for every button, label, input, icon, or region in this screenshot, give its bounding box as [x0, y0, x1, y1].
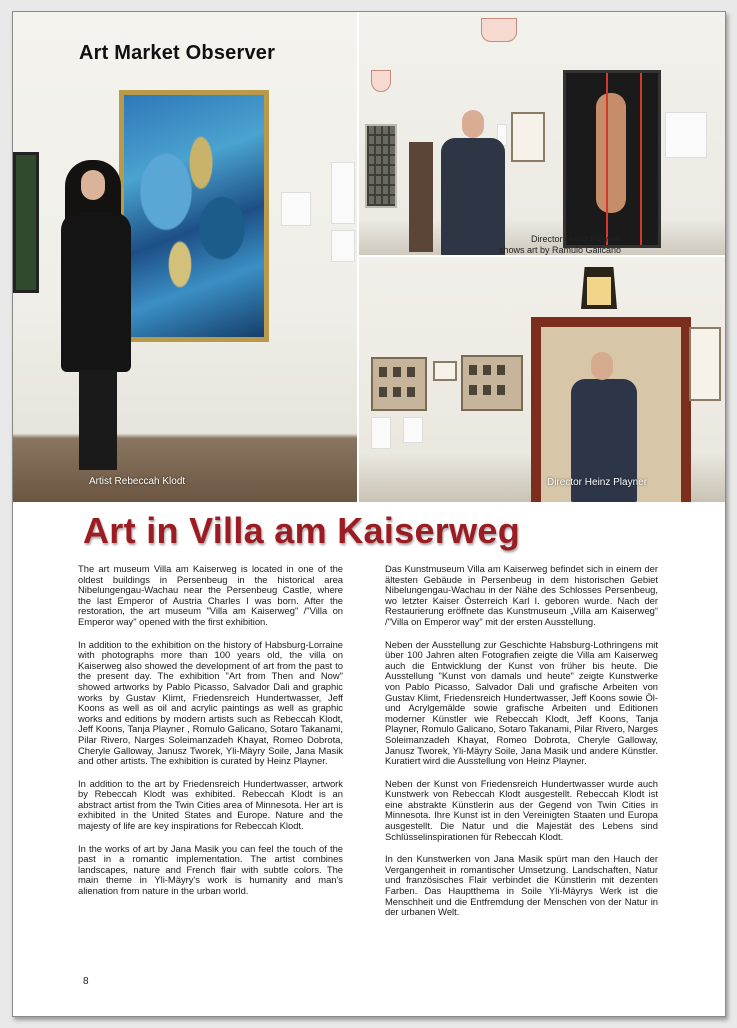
paragraph: Neben der Kunst von Friedensreich Hundertwasser wurde auch Kunstwerk von Rebeccah Klodt ausgestellt. Rebeccah Klodt ist eine abstrakte Künstlerin aus der Gegend von Twin Cities in Minnesota. Ihre Kunst ist in den Vereinigten Staaten und Europa ausgestellt. Die Natur und die Majestät des Lebens sind Schlüsselinspirationen für Rebeccah Klodt.	[385, 777, 658, 842]
director-figure	[441, 138, 505, 255]
wall-text-panel	[331, 230, 355, 262]
photo-director-doorway	[359, 257, 725, 502]
photo-caption: Artist Rebeccah Klodt	[89, 476, 186, 487]
page-number: 8	[83, 976, 89, 987]
wall-text-panel	[331, 162, 355, 224]
framed-artwork	[511, 112, 545, 162]
nude-painting	[563, 70, 661, 248]
photo-caption: Director Heinz Playner	[547, 477, 648, 488]
paragraph: In addition to the art by Friedensreich Hundertwasser, artwork by Rebeccah Klodt was exhibited. Rebeccah Klodt is an abstract artist from the Twin Cities area of Minnesota. Her art is exhibited in the United States and Europe. Nature and the majesty of life are key inspirations for Rebeccah Klodt.	[78, 777, 343, 832]
barred-window	[365, 124, 397, 208]
framed-artwork	[689, 327, 721, 401]
magazine-brand: Art Market Observer	[79, 42, 276, 64]
photo-collage	[371, 357, 427, 411]
article-headline: Art in Villa am Kaiserweg	[83, 510, 521, 551]
magazine-page	[12, 11, 726, 1017]
photo-artist-with-painting	[13, 12, 357, 502]
paragraph: The art museum Villa am Kaiserweg is located in one of the oldest buildings in Persenbeug in the historical area Nibelungengau-Wachau near the Persenbeug Castle, where the last Emperor of Austria Charles I was born. After the restoration, the art museum "Villa am Kaiserweg" /"Villa on Emperor way" opened with the first exhibition.	[78, 563, 343, 627]
paragraph: In addition to the exhibition on the history of Habsburg-Lorraine with photographs more than 100 years old, the villa on Kaiserweg also showed the development of art from the past to the present day. The exhibition "Art from Then and Now" showed artworks by Pablo Picasso, Salvador Dali and graphic works by Gustav Klimt, Friedensreich Hundertwasser, Jeff Koons as well as oil and acrylic paintings as well as graphic works and editions by modern artists such as Rebeccah Klodt, Jeff Koons, Tanja Playner , Romulo Galicano, Sotaro Takanami, Pilar Rivero, Narges Soleimanzadeh Khayat, Romeo Dobrota, Cheryle Galloway, Janusz Tworek, Yli-Mäyry Soile, Jana Masik and other artists. The exhibition is curated by Heinz Playner.	[78, 638, 343, 767]
pendant-lamp	[371, 70, 391, 92]
paragraph: In the works of art by Jana Masik you can feel the touch of the past in a romantic implementation. The artist combines landscapes, nature and French flair with subtle colors. The main theme in Yli-Mäyry's work is humanity and man's alienation from nature in the urban world.	[78, 842, 343, 897]
paragraph: Neben der Ausstellung zur Geschichte Habsburg-Lothringens mit über 100 Jahren alten Fotografien zeigte die Villa am Kaiserweg auch die Entwicklung der Kunst von früher bis heute. Die Ausstellung "Kunst von damals und heute" zeigte Kunstwerke von Pablo Picasso, Salvador Dali und grafische Arbeiten von Gustav Klimt, Friedensreich Hundertwasser, Jeff Koons sowie Öl- und Acrylgemälde sowie grafische Arbeiten und Editionen moderner Künstler wie Rebeccah Klodt, Jeff Koons, Tanja Playner, Romulo Galicano, Sotaro Takanami, Pilar Rivero, Narges Soleimanzadeh Khayat, Romeo Dobrota, Cheryle Galloway, Janusz Tworek, Yli-Mäyry Soile, Jana Masik und andere Künstler. Kuratiert wird die Ausstellung von Heinz Playner.	[385, 638, 658, 767]
article-column-german	[385, 564, 658, 930]
wall-label	[281, 192, 311, 226]
pendant-lamp	[481, 18, 517, 42]
wall-text-panel	[665, 112, 707, 158]
side-painting	[13, 152, 39, 293]
paragraph: Das Kunstmuseum Villa am Kaiserweg befindet sich in einem der ältesten Gebäude in Persenbeug in dem historischen Gebiet Nibelungengau-Wachau in der Nähe des Schlosses Persenbeug, wo letzter Kaiser Österreich Karl I. geboren wurde. Nach der Restaurierung eröffnete das Kunstmuseum „Villa am Kaiserweg“ /"Villa on Emperor way" mit der ersten Ausstellung.	[385, 563, 658, 627]
photo-director-gallery	[359, 12, 725, 255]
photo-caption: Director Heinz Playner shows art by Ramulo Galicano	[498, 234, 621, 255]
paragraph: In den Kunstwerken von Jana Masik spürt man den Hauch der Vergangenheit in romantischer Umsetzung. Landschaften, Natur und französisches Flair verbindet die Künstlerin mit dezenten Farben. Das Hauptthema in Soile Yli-Mäyrys Werk ist die Menschheit und die Entfremdung der Menschen von der Natur in der urbanen Welt.	[385, 853, 658, 918]
photo-collage	[461, 355, 523, 411]
abstract-painting	[119, 90, 269, 342]
article-column-english	[78, 564, 343, 909]
cabinet	[409, 142, 433, 252]
